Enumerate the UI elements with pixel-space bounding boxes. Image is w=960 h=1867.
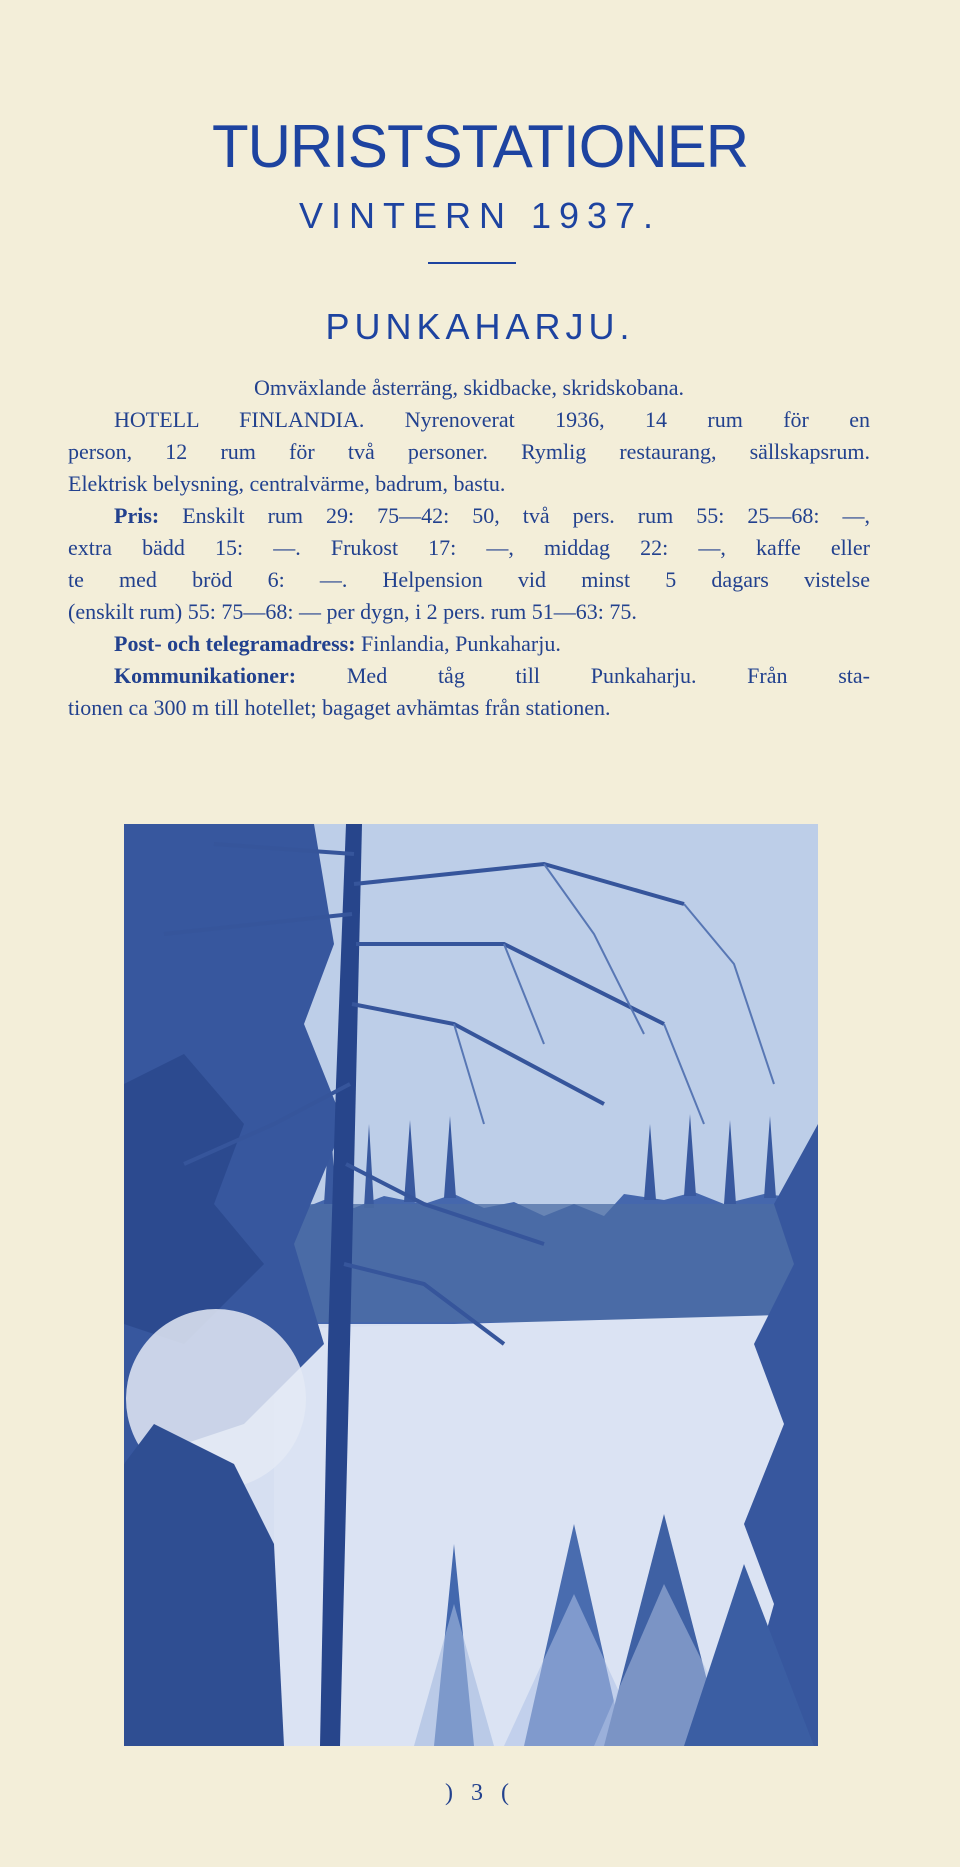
price-text: Enskilt rum 29: 75—42: 50, två pers. rum 55: 25—68: —, xyxy=(182,503,870,528)
text-line-6: extra bädd 15: —. Frukost 17: —, middag 22: —, kaffe eller xyxy=(68,535,870,560)
text-line-7: te med bröd 6: —. Helpension vid minst 5 dagars vistelse xyxy=(68,567,870,592)
divider-rule xyxy=(428,262,516,264)
communications-line xyxy=(68,660,870,692)
page-number: ) 3 ( xyxy=(445,1780,515,1806)
place-heading: PUNKAHARJU. xyxy=(325,306,635,347)
text-line-3: person, 12 rum för två personer. Rymlig restaurang, sällskapsrum. xyxy=(68,439,870,464)
communications-label: Kommunikationer: xyxy=(114,663,297,688)
price-line xyxy=(68,500,870,532)
description-text xyxy=(68,372,870,724)
address-text: Finlandia, Punkaharju. xyxy=(361,631,561,656)
text-line-8: (enskilt rum) 55: 75—68: — per dygn, i 2 pers. rum 51—63: 75. xyxy=(68,599,637,624)
text-line-4: Elektrisk belysning, centralvärme, badrum, bastu. xyxy=(68,471,506,496)
price-label: Pris: xyxy=(114,503,160,528)
text-line-11: tionen ca 300 m till hotellet; bagaget avhämtas från stationen. xyxy=(68,695,611,720)
communications-text: Med tåg till Punkaharju. Från sta- xyxy=(346,663,871,688)
text-line-2: HOTELL FINLANDIA. Nyrenoverat 1936, 14 rum för en xyxy=(114,407,870,432)
winter-landscape-photo xyxy=(124,824,818,1746)
text-line-1: Omväxlande åsterräng, skidbacke, skridskobana. xyxy=(253,375,685,400)
season-subtitle: VINTERN 1937. xyxy=(298,195,662,236)
address-label: Post- och telegramadress: xyxy=(114,631,356,656)
address-line xyxy=(68,628,870,660)
page-title: TURISTSTATIONER xyxy=(211,113,749,180)
